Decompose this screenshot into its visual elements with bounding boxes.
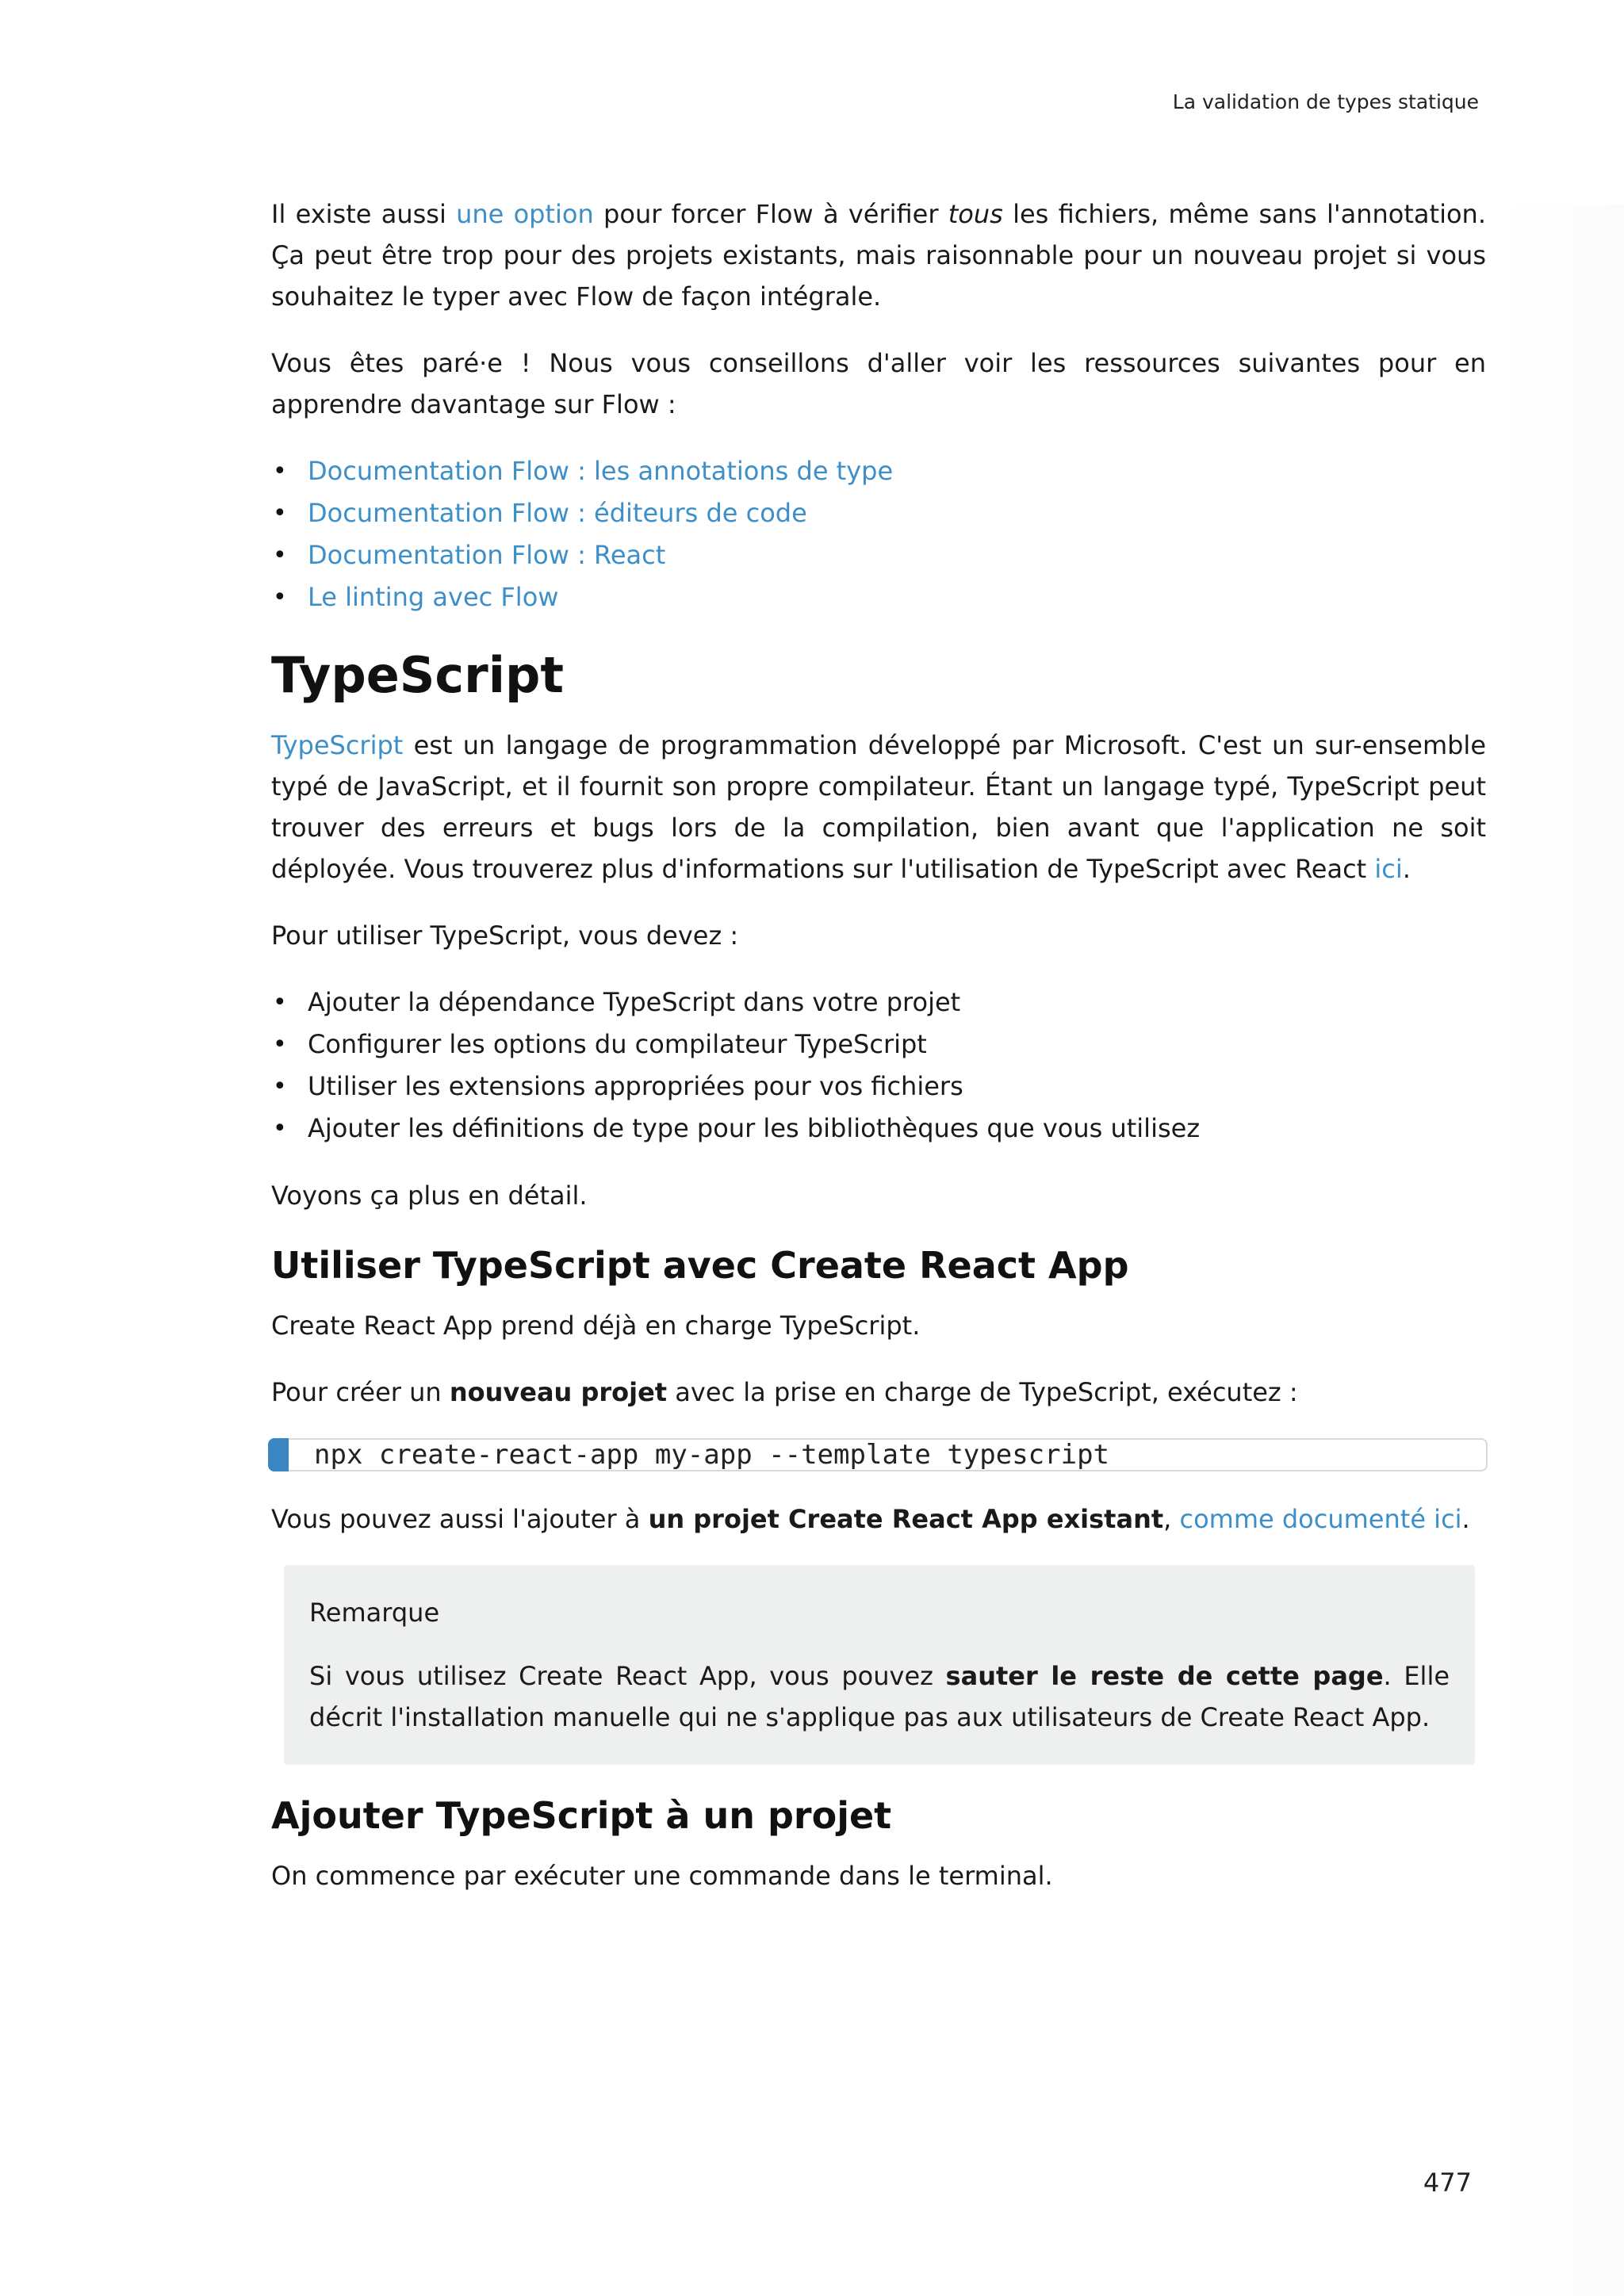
list-item [271, 450, 1486, 492]
command-text[interactable]: npx create-react-app my-app --template typescript [314, 1439, 1110, 1471]
list-item [271, 492, 1486, 534]
command-code-block[interactable] [268, 1438, 1488, 1471]
typescript-link[interactable]: TypeScript [271, 730, 404, 760]
list-item: • Configurer les options du compilateur TypeScript [271, 1024, 1486, 1066]
note-text: Si vous utilisez Create React App, vous pouvez sauter le reste de cette page. Elle décrit l'installation manuelle qui ne s'applique pas aux utilisateurs de Create React App. [309, 1661, 1450, 1732]
code-accent-bar [268, 1438, 289, 1471]
flow-linting-link[interactable]: Le linting avec Flow [308, 582, 559, 612]
cra-existing-project-paragraph: Vous pouvez aussi l'ajouter à un projet Create React App existant, comme documenté ici. [271, 1504, 1470, 1534]
detail-paragraph: Voyons ça plus en détail. [271, 1181, 588, 1211]
note-title: Remarque [309, 1598, 440, 1628]
cra-support-paragraph: Create React App prend déjà en charge TypeScript. [271, 1311, 921, 1341]
flow-resources-list [271, 450, 1486, 618]
page-content [271, 193, 1486, 1922]
add-typescript-paragraph: On commence par exécuter une commande dans le terminal. [271, 1861, 1053, 1891]
typescript-heading: TypeScript [271, 646, 565, 704]
list-item [271, 534, 1486, 576]
typescript-intro: TypeScript est un langage de programmation développé par Microsoft. C'est un sur-ensemble typé de JavaScript, et il fournit son propre compilateur. Étant un langage typé, TypeScript peut trouver des erreurs et bugs lors de la compilation, bien avant que l'application ne soit déployée. Vous trouverez plus d'informations sur l'utilisation de TypeScript avec React ici. [271, 730, 1486, 884]
list-item: • Ajouter les définitions de type pour les bibliothèques que vous utilisez [271, 1108, 1486, 1150]
cra-heading: Utiliser TypeScript avec Create React App [271, 1244, 1129, 1287]
page-number: 477 [1423, 2168, 1472, 2198]
list-item: • Ajouter la dépendance TypeScript dans votre projet [271, 982, 1486, 1024]
flow-option-paragraph: Il existe aussi une option pour forcer Flow à vérifier tous les fichiers, même sans l'annotation. Ça peut être trop pour des projets existants, mais raisonnable pour un nouveau projet si vous souhaitez le typer avec Flow de façon intégrale. [271, 199, 1487, 312]
running-header: La validation de types statique [1172, 90, 1479, 113]
flow-resources-intro: Vous êtes paré·e ! Nous vous conseillons d'aller voir les ressources suivantes pour en apprendre davantage sur Flow : [271, 348, 1486, 419]
list-item: • Utiliser les extensions appropriées pour vos fichiers [271, 1066, 1486, 1108]
typescript-requirements-intro: Pour utiliser TypeScript, vous devez : [271, 920, 739, 951]
flow-doc-annotations-link[interactable]: Documentation Flow : les annotations de type [308, 456, 894, 486]
add-typescript-heading: Ajouter TypeScript à un projet [271, 1794, 892, 1837]
flow-doc-editors-link[interactable]: Documentation Flow : éditeurs de code [308, 498, 807, 528]
list-item [271, 576, 1486, 618]
page-edge-shadow [1497, 205, 1624, 2296]
note-box [284, 1565, 1475, 1765]
react-typescript-link[interactable]: ici [1374, 854, 1403, 884]
documented-here-link[interactable]: comme documenté ici [1179, 1504, 1462, 1534]
cra-new-project-paragraph: Pour créer un nouveau projet avec la prise en charge de TypeScript, exécutez : [271, 1377, 1298, 1407]
typescript-steps-list [271, 982, 1486, 1150]
option-link[interactable]: une option [456, 199, 594, 229]
flow-doc-react-link[interactable]: Documentation Flow : React [308, 540, 666, 570]
